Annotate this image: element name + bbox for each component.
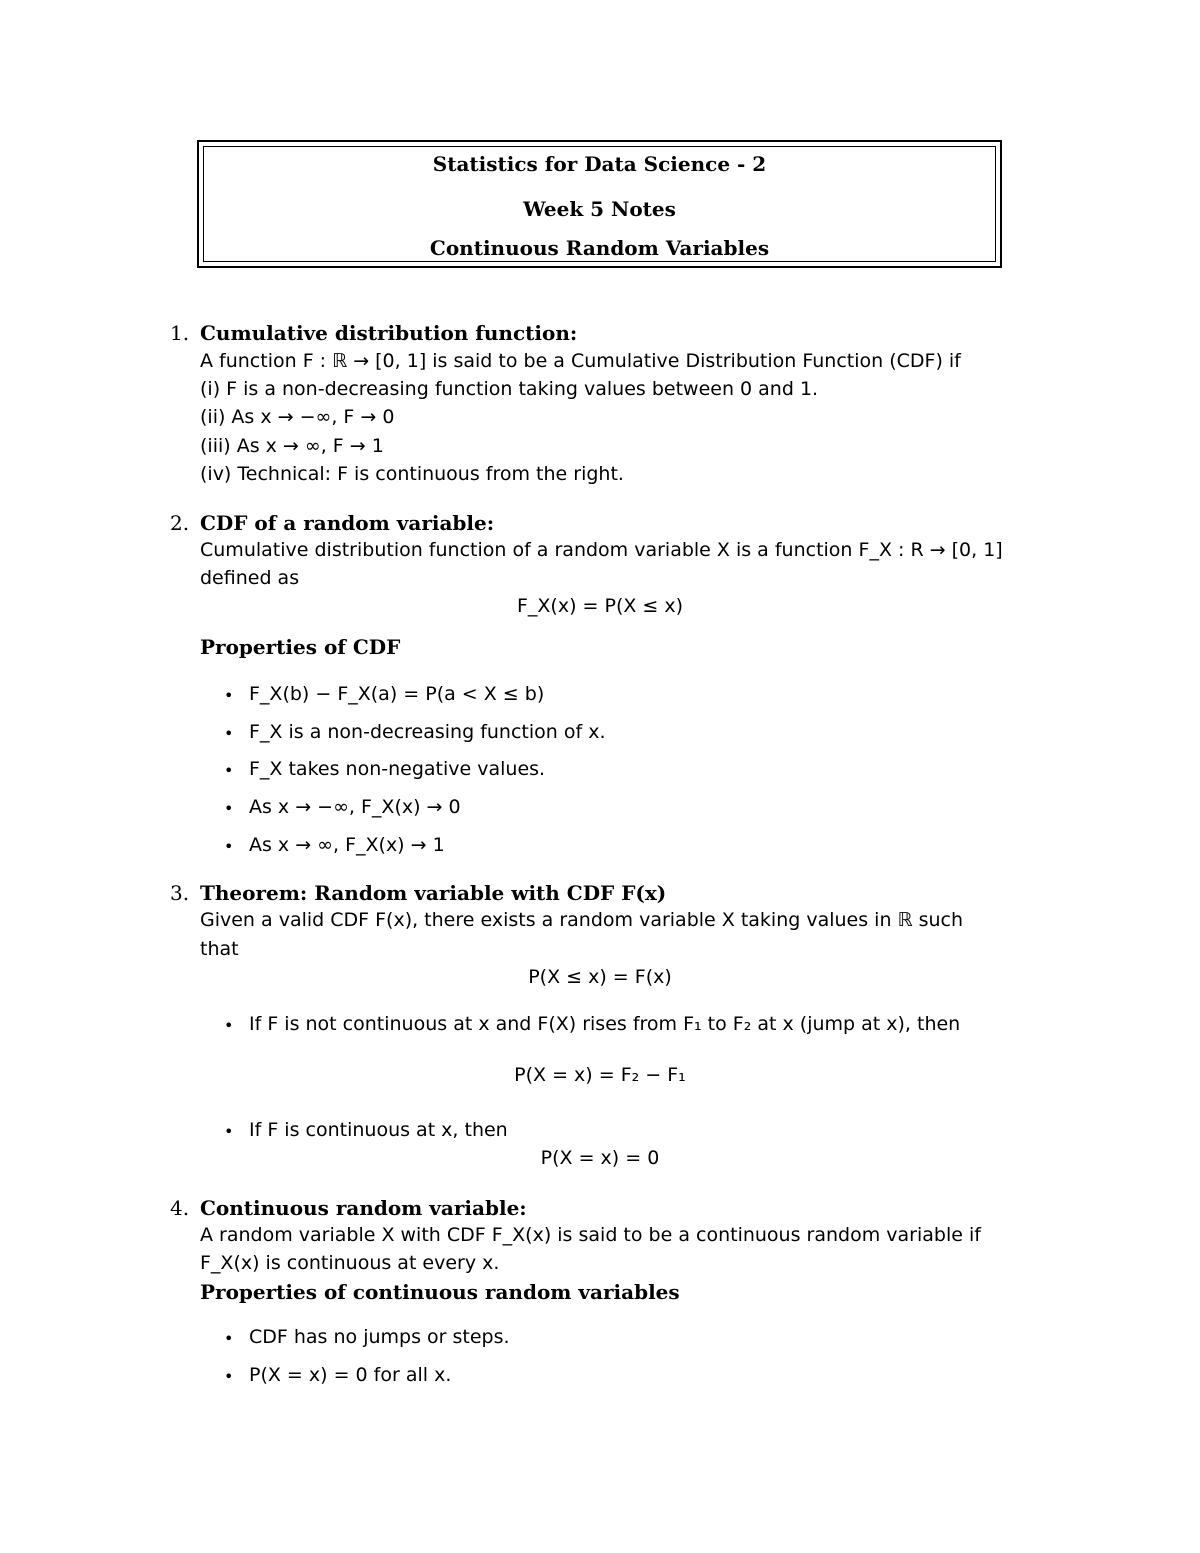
cdf-property: As x → ∞, F_X(x) → 1 [249,834,445,856]
crv-property: CDF has no jumps or steps. [249,1326,510,1348]
section-2-heading: CDF of a random variable: [200,511,495,535]
section-1-line: (ii) As x → −∞, F → 0 [200,406,395,428]
bullet-marker: • [224,1329,234,1348]
section-2-number: 2. [170,511,190,535]
section-1-line: (iii) As x → ∞, F → 1 [200,435,384,457]
cdf-property: F_X takes non-negative values. [249,758,546,780]
section-1-heading: Cumulative distribution function: [200,321,578,345]
theorem-bullet: If F is not continuous at x and F(X) rises from F₁ to F₂ at x (jump at x), then [249,1013,961,1035]
section-4-number: 4. [170,1196,190,1220]
section-4-subheading: Properties of continuous random variables [200,1280,680,1304]
section-2-line: Cumulative distribution function of a random variable X is a function F_X : R → [0, 1] [200,539,1003,561]
jump-equation: P(X = x) = F₂ − F₁ [514,1064,686,1086]
section-4-line: F_X(x) is continuous at every x. [200,1252,500,1274]
section-1-line: (i) F is a non-decreasing function taking values between 0 and 1. [200,378,819,400]
bullet-marker: • [224,1016,234,1035]
theorem-bullet: If F is continuous at x, then [249,1119,508,1141]
section-3-heading: Theorem: Random variable with CDF F(x) [200,881,667,905]
bullet-marker: • [224,1122,234,1141]
cdf-property: F_X is a non-decreasing function of x. [249,721,606,743]
section-3-line: Given a valid CDF F(x), there exists a random variable X taking values in ℝ such [200,909,964,931]
section-2-equation: F_X(x) = P(X ≤ x) [516,595,684,617]
bullet-marker: • [224,1367,234,1386]
section-1-number: 1. [170,321,190,345]
cdf-property: F_X(b) − F_X(a) = P(a < X ≤ b) [249,683,545,705]
bullet-marker: • [224,724,234,743]
bullet-marker: • [224,837,234,856]
section-4-line: A random variable X with CDF F_X(x) is said to be a continuous random variable if [200,1224,981,1246]
section-4-heading: Continuous random variable: [200,1196,527,1220]
section-3-equation: P(X ≤ x) = F(x) [528,966,672,988]
section-1-line: A function F : ℝ → [0, 1] is said to be a Cumulative Distribution Function (CDF) if [200,350,961,372]
section-3-line: that [200,938,239,960]
week-title: Week 5 Notes [523,197,676,221]
bullet-marker: • [224,686,234,705]
section-3-number: 3. [170,881,190,905]
bullet-marker: • [224,799,234,818]
course-title: Statistics for Data Science - 2 [432,152,767,176]
section-2-line: defined as [200,567,300,589]
cdf-property: As x → −∞, F_X(x) → 0 [249,796,461,818]
title-box [197,140,1002,268]
bullet-marker: • [224,761,234,780]
section-1-line: (iv) Technical: F is continuous from the right. [200,463,624,485]
topic-title: Continuous Random Variables [429,236,770,260]
section-2-subheading: Properties of CDF [200,635,401,659]
continuous-equation: P(X = x) = 0 [540,1147,660,1169]
crv-property: P(X = x) = 0 for all x. [249,1364,452,1386]
